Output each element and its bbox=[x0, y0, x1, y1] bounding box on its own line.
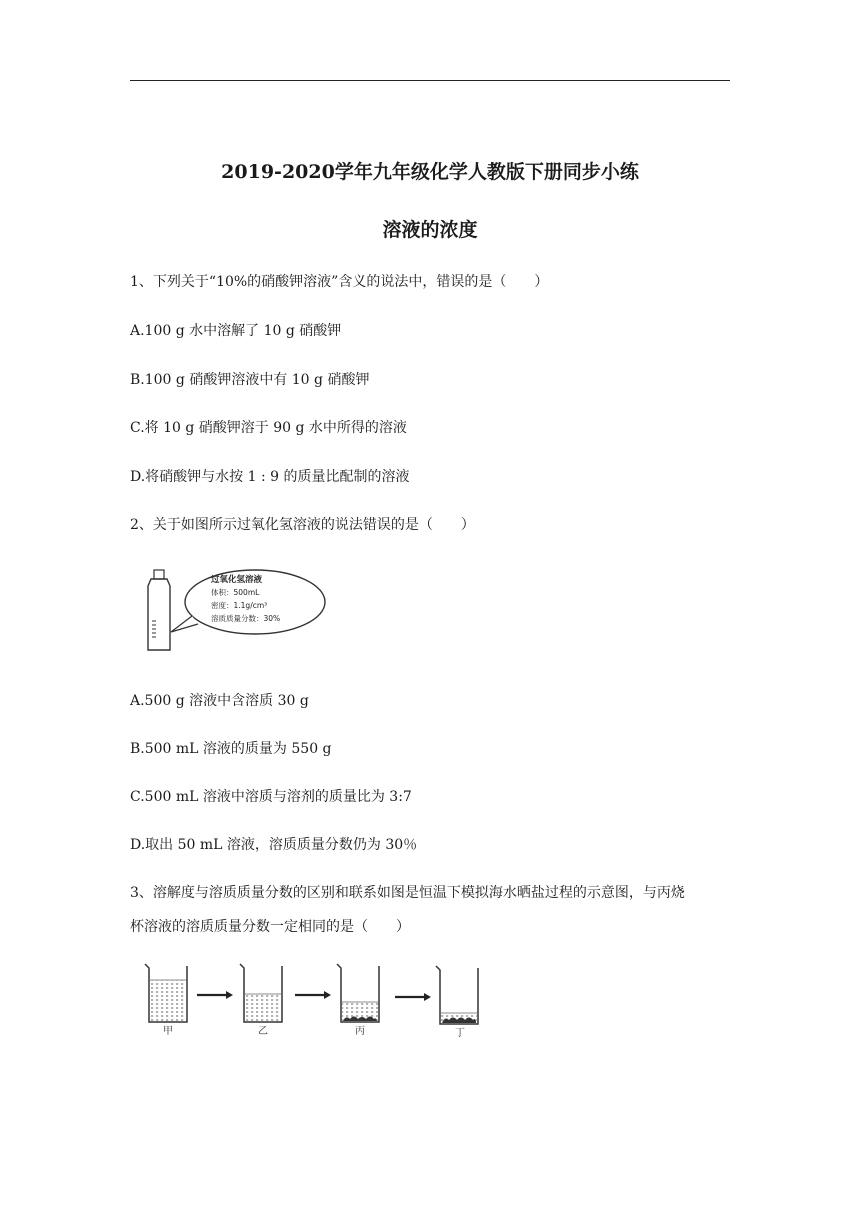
beaker-label-jia: 甲 bbox=[163, 1026, 173, 1037]
beaker-yi-icon bbox=[240, 964, 282, 1022]
document-title: 2019-2020学年九年级化学人教版下册同步小练 bbox=[221, 161, 639, 183]
question-1-option-b: B.100 g 硝酸钾溶液中有 10 g 硝酸钾 bbox=[130, 372, 370, 388]
question-1-stem: 1、下列关于“10%的硝酸钾溶液”含义的说法中，错误的是（ ） bbox=[130, 274, 549, 290]
label-density: 密度：1.1g/cm³ bbox=[211, 601, 268, 610]
question-1-option-d: D.将硝酸钾与水按 1 : 9 的质量比配制的溶液 bbox=[130, 469, 410, 485]
beaker-label-ding: 丁 bbox=[455, 1028, 465, 1038]
beaker-label-yi: 乙 bbox=[258, 1026, 268, 1037]
label-name: 过氧化氢溶液 bbox=[211, 575, 263, 585]
bottle-icon bbox=[148, 570, 170, 650]
question-3-stem-line-2: 杯溶液的溶质质量分数一定相同的是（ ） bbox=[130, 919, 410, 935]
question-3-stem-line-1: 3、溶解度与溶质质量分数的区别和联系如图是恒温下模拟海水晒盐过程的示意图，与丙烧 bbox=[130, 885, 685, 901]
question-2-option-a: A.500 g 溶液中含溶质 30 g bbox=[130, 693, 309, 709]
arrow-right-icon bbox=[395, 993, 431, 1001]
beaker-jia-icon bbox=[145, 964, 187, 1022]
label-mass-fraction: 溶质质量分数：30% bbox=[211, 614, 281, 623]
question-1-option-a: A.100 g 水中溶解了 10 g 硝酸钾 bbox=[130, 323, 342, 339]
beaker-bing-icon bbox=[337, 964, 379, 1022]
arrow-right-icon bbox=[295, 991, 331, 999]
beaker-label-bing: 丙 bbox=[355, 1026, 365, 1037]
question-2-stem: 2、关于如图所示过氧化氢溶液的说法错误的是（ ） bbox=[130, 517, 475, 533]
beaker-ding-icon bbox=[436, 966, 478, 1024]
arrow-right-icon bbox=[197, 991, 233, 999]
evaporation-beakers-figure bbox=[130, 958, 480, 1038]
label-volume: 体积：500mL bbox=[211, 588, 260, 597]
question-1-option-c: C.将 10 g 硝酸钾溶于 90 g 水中所得的溶液 bbox=[130, 420, 407, 436]
header-rule bbox=[130, 80, 730, 81]
question-2-option-c: C.500 mL 溶液中溶质与溶剂的质量比为 3:7 bbox=[130, 789, 412, 805]
document-subtitle: 溶液的浓度 bbox=[382, 219, 478, 241]
question-2-option-d: D.取出 50 mL 溶液，溶质质量分数仍为 30％ bbox=[130, 837, 418, 853]
question-2-option-b: B.500 mL 溶液的质量为 550 g bbox=[130, 741, 332, 757]
hydrogen-peroxide-bottle-figure bbox=[140, 566, 330, 656]
